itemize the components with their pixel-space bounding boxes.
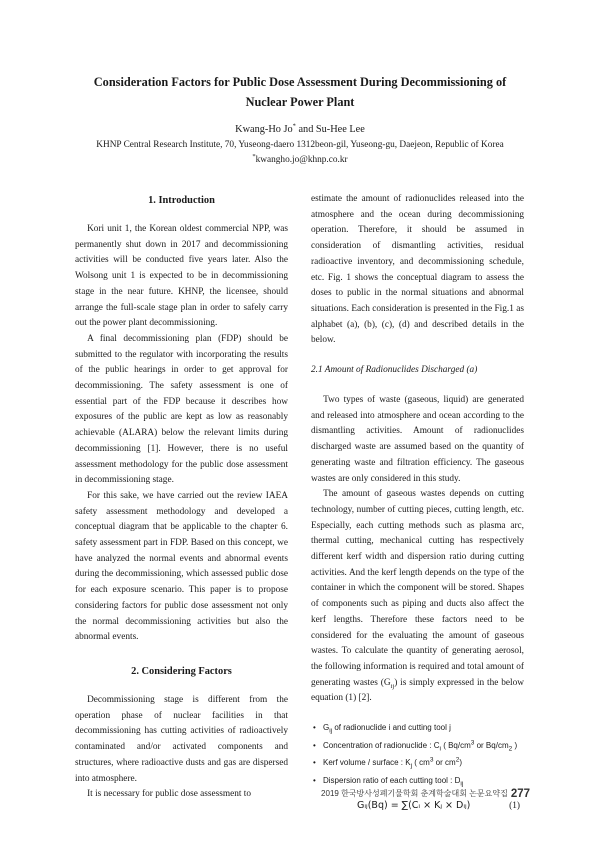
affiliation: KHNP Central Research Institute, 70, Yuseong-daero 1312beon-gil, Yuseong-gu, Daejeon, Republic of Korea [96, 140, 504, 150]
radionuclides-paragraph-1: Two types of waste (gaseous, liquid) are generated and released into atmosphere and ocean according to the dismantling activities. Amount of radionuclides discharged waste are assumed based on the quantity of generating waste and filtration efficiency. The gaseous wastes are only considered in this study. [311, 395, 524, 484]
equation-expression: Gᵢⱼ(Bq) = ∑(Cᵢ × Kⱼ × Dᵢⱼ) [357, 800, 471, 812]
page-number: 277 [510, 788, 530, 800]
co-author: and Su-Hee Lee [295, 124, 365, 135]
footer-proceedings: 2019 한국방사성폐기물학회 춘계학술대회 논문요약집 [321, 789, 508, 798]
considering-paragraph-1: Decommissioning stage is different from the operation phase of nuclear facilities in that decommissioning has cutting activities of radioactively contaminated and/or activated components and structures, where radioactive dusts and gas are dispersed into atmosphere. [75, 694, 288, 784]
section-heading-considering-factors: 2. Considering Factors [131, 665, 232, 677]
subsection-heading-radionuclides: 2.1 Amount of Radionuclides Discharged (a) [311, 365, 478, 376]
left-column [75, 193, 288, 803]
right-column [311, 192, 524, 815]
author-name: Kwang-Ho Jo [235, 124, 293, 135]
variable-c: • Concentration of radionuclide : $C_i$ ( $Bq/cm^3$ or $Bq/cm_2$ ) [311, 737, 524, 755]
paper-title [60, 72, 540, 112]
email: kwangho.jo@khnp.co.kr [255, 155, 348, 165]
intro-paragraph-2: A final decommissioning plan (FDP) should be submitted to the regulator with incorporating the results of the public hearings in order to get approval for decommissioning. The safety assessment is one of essential part of the FDP because it describes how exposures of the public are kept as low as reasonably achievable (ALARA) below the relevant limits during decommissioning [1]. However, there is no useful assessment methodology for the public dose assessment in decommissioning stage. [75, 333, 288, 486]
authors [40, 122, 560, 137]
corresponding-mark: * [292, 122, 296, 130]
intro-paragraph-1: Kori unit 1, the Korean oldest commercial NPP, was permanently shut down in 2017 and decommissioning activities will be conducted five years later. Also the Wolsong unit 1 is expected to be in decommissioning stage in the near future. KHNP, the licensee, should arrange the full-scale stage plan in order to safely carry out the power plant decommissioning. [75, 224, 288, 329]
radionuclides-paragraph-2: The amount of gaseous wastes depends on cutting technology, number of cutting pieces, cutting length, etc. Especially, each cutting methods such as plasma arc, thermal cutting, mechanical cutting has respectively different kerf width and dispersion ratio during cutting activities. And the kerf length depends on the type of the container in which the component will be stored. Shapes of components such as piping and ducts also affect the kerf lengths. Therefore these factors need to be considered for the evaluating the amount of gaseous wastes. To calculate the quantity of generating aerosol, the following information is required and total amount of generating wastes $(G_{ij})$ is simply expressed in the below equation (1) [2]. [311, 489, 524, 704]
title-line-2: Nuclear Power Plant [245, 95, 355, 109]
intro-paragraph-3: For this sake, we have carried out the review IAEA safety assessment methodology and developed a conceptual diagram that be applicable to the chapter 6. safety assessment part in FDP. Based on this concept, we have analyzed the normal events and abnormal events during the decommissioning, which assessed public dose for each exposure scenario. This paper is to propose considering factors for public dose assessment not only the normal decommissioning activities but also the abnormal events. [75, 490, 288, 643]
equation-number: (1) [509, 801, 520, 812]
variable-k: • Kerf volume / surface : $K_j$ ( $cm^3$ or $cm^2$) [311, 754, 524, 772]
variable-list [311, 719, 524, 789]
email-line [40, 153, 560, 167]
email-mark: * [252, 152, 256, 160]
variable-d: • Dispersion ratio of each cutting tool : $D_{ij}$ [311, 772, 524, 790]
page-footer [321, 788, 530, 800]
considering-paragraph-2-start: It is necessary for public dose assessment to [87, 789, 252, 800]
title-line-1: Consideration Factors for Public Dose Assessment During Decommissioning of [93, 75, 507, 89]
considering-paragraph-2-continued: estimate the amount of radionuclides released into the atmosphere and the ocean during decommissioning operation. Therefore, it should be assumed in consideration of dismantling activities, residual radioactive inventory, and decommissioning schedule, etc. Fig. 1 shows the conceptual diagram to assess the doses to public in the normal situations and abnormal situations. Each consideration is presented in the Fig.1 as alphabet (a), (b), (c), (d) and described details in the below. [311, 194, 524, 346]
variable-g: • $G_{ij}$ of radionuclide i and cutting tool j [311, 719, 524, 737]
section-heading-introduction: 1. Introduction [148, 195, 215, 206]
